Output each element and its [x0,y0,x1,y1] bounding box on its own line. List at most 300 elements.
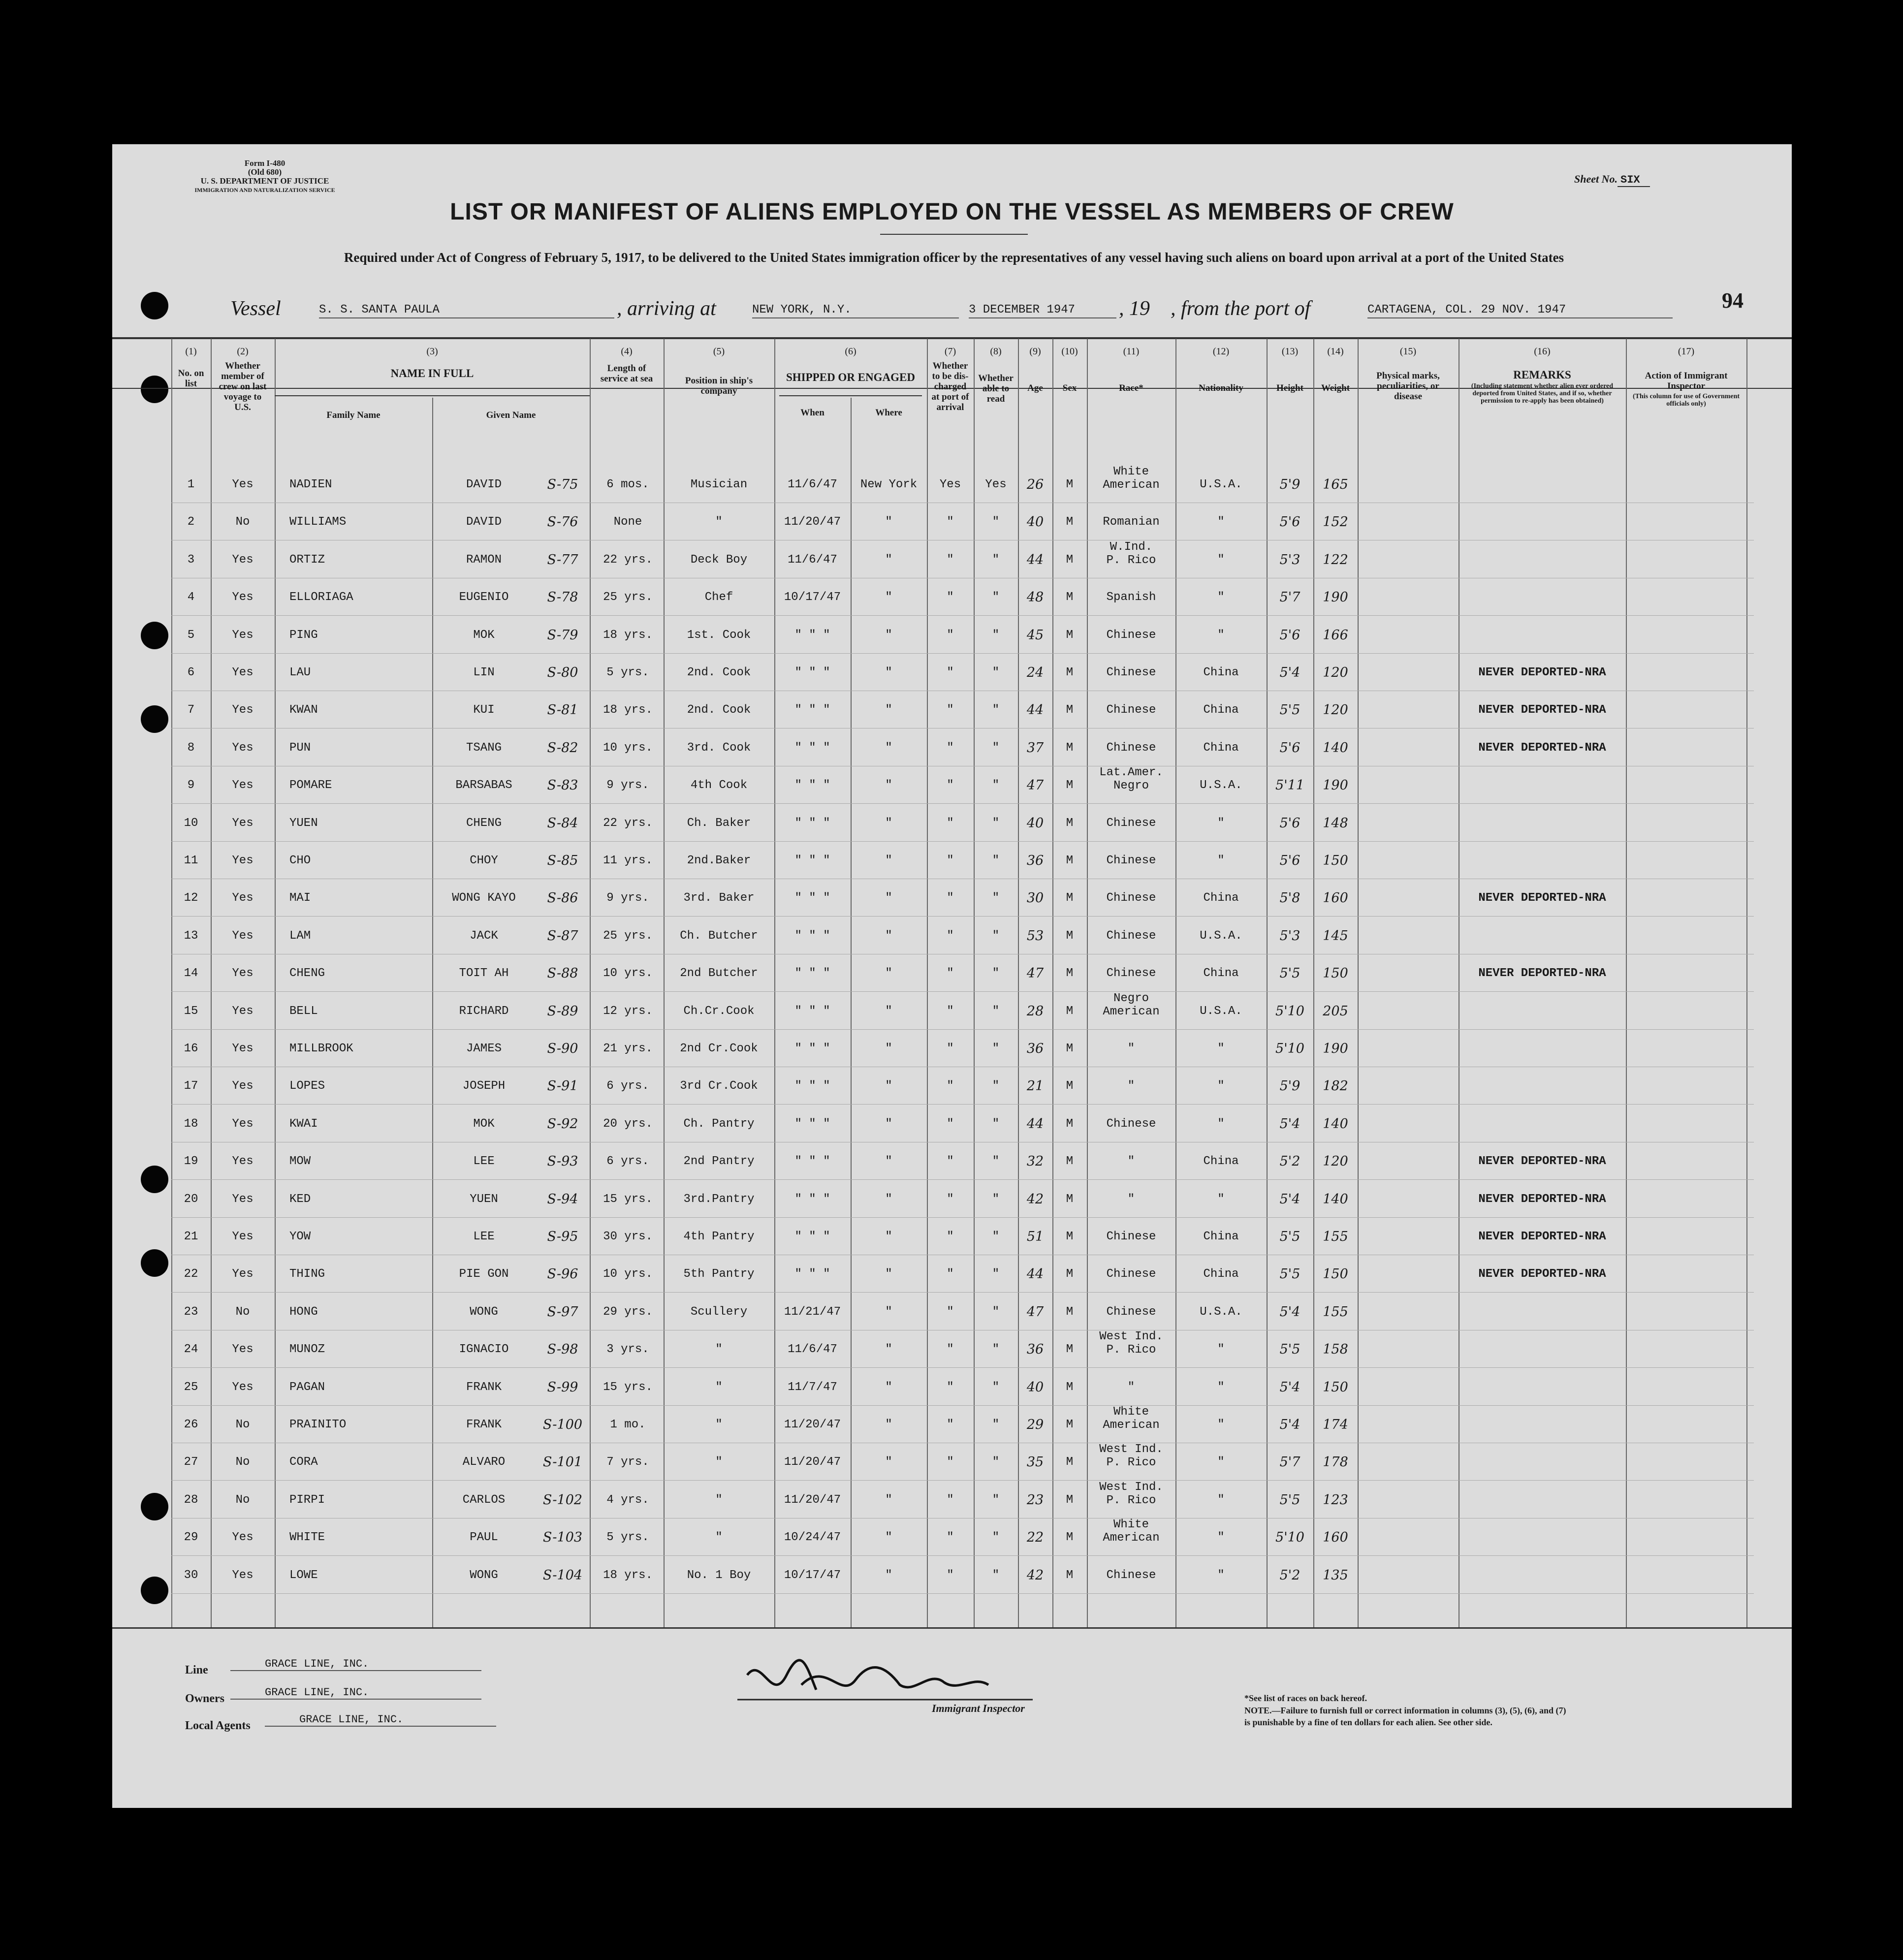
cell-given-name: TOIT AH [459,967,509,980]
row-rule [171,615,1754,616]
cell-sex: M [1066,779,1074,792]
year-label: , 19 [1119,297,1150,320]
cell-shipped-when: 10/24/47 [784,1531,841,1545]
cell-last-voyage: Yes [232,967,254,980]
cell-nationality: " [1217,1117,1225,1131]
header-no-on-list: No. on list [178,368,204,389]
cell-given-name: JACK [470,929,498,943]
cell-weight: 145 [1323,928,1348,944]
cell-length-of-service: 11 yrs. [603,854,653,867]
cell-race: Chinese [1106,1117,1156,1131]
cell-shipped-when: " " " [794,1267,830,1281]
cell-position: " [715,1455,723,1469]
cell-shipped-where: " [885,1568,892,1582]
cell-race: White American [1103,1405,1160,1432]
cell-last-voyage: Yes [232,1230,254,1243]
cell-family-name: PRAINITO [289,1418,347,1431]
cell-age: 44 [1026,552,1044,568]
column-divider [1087,339,1088,1627]
cell-race: Negro American [1103,991,1160,1018]
cell-position: 5th Pantry [683,1267,755,1281]
cell-discharged: " [947,1267,954,1281]
column-divider [275,339,276,1627]
col-num-5: (5) [713,346,725,357]
col-num-2: (2) [237,346,249,357]
cell-crew-ref: S-77 [547,552,578,568]
arriving-label: , arriving at [617,297,716,320]
cell-last-voyage: Yes [232,891,254,905]
header-shipped-engaged: SHIPPED OR ENGAGED [786,371,915,383]
cell-able-to-read: " [992,1493,1000,1507]
cell-sex: M [1066,1531,1074,1545]
cell-shipped-where: " [885,1343,892,1357]
cell-crew-ref: S-99 [547,1379,578,1395]
cell-length-of-service: 22 yrs. [603,553,653,567]
col-num-14: (14) [1327,346,1344,357]
cell-row-number: 30 [184,1568,198,1582]
cell-age: 22 [1026,1530,1044,1546]
cell-height: 5'4 [1279,1417,1300,1432]
cell-family-name: ELLORIAGA [289,591,353,604]
col-num-6: (6) [845,346,856,357]
cell-position: Chef [704,591,733,604]
cell-race: " [1127,1042,1135,1055]
cell-able-to-read: " [992,1079,1000,1093]
cell-shipped-when: " " " [794,816,830,830]
column-divider [1313,339,1314,1627]
race-note: *See list of races on back hereof. [1244,1693,1367,1703]
cell-nationality: " [1217,1343,1225,1357]
cell-sex: M [1066,1380,1074,1394]
cell-weight: 158 [1323,1342,1348,1358]
cell-discharged: " [947,1455,954,1469]
cell-shipped-where: " [885,1418,892,1431]
cell-height: 5'6 [1279,815,1300,831]
cell-age: 23 [1026,1492,1044,1508]
row-rule [171,1367,1754,1368]
cell-last-voyage: Yes [232,628,254,642]
cell-shipped-when: " " " [794,929,830,943]
cell-last-voyage: Yes [232,591,254,604]
cell-position: 3rd Cr.Cook [680,1079,758,1093]
cell-length-of-service: 30 yrs. [603,1230,653,1243]
cell-height: 5'10 [1275,1041,1304,1056]
header-race: Race* [1119,383,1143,393]
header-action-note: (This column for use of Government officials only) [1632,393,1740,408]
cell-length-of-service: 21 yrs. [603,1042,653,1055]
cell-length-of-service: 10 yrs. [603,967,653,980]
cell-weight: 140 [1323,740,1348,756]
cell-age: 42 [1026,1191,1044,1207]
cell-row-number: 21 [184,1230,198,1243]
cell-age: 40 [1026,1379,1044,1395]
punch-hole [141,376,168,403]
cell-shipped-where: " [885,1155,892,1169]
cell-height: 5'5 [1279,966,1300,981]
cell-length-of-service: 10 yrs. [603,1267,653,1281]
cell-crew-ref: S-75 [547,477,578,492]
vessel-label: Vessel [230,297,281,320]
row-rule [171,1292,1754,1293]
cell-crew-ref: S-89 [547,1003,578,1019]
cell-crew-ref: S-88 [547,966,578,981]
sheet-value: SIX [1618,174,1650,187]
cell-last-voyage: No [235,1418,250,1431]
cell-length-of-service: 15 yrs. [603,1380,653,1394]
cell-shipped-when: " " " [794,1117,830,1131]
cell-weight: 155 [1323,1229,1348,1244]
row-rule [171,1104,1754,1105]
cell-nationality: U.S.A. [1200,779,1242,792]
cell-race: White American [1103,1518,1160,1545]
cell-position: 3rd. Cook [687,741,751,755]
cell-row-number: 23 [184,1305,198,1319]
cell-race: " [1127,1192,1135,1206]
column-divider [1175,339,1176,1627]
cell-length-of-service: 4 yrs. [606,1493,649,1507]
col-num-1: (1) [185,346,197,357]
column-divider [774,339,775,1627]
cell-row-number: 1 [187,478,195,491]
cell-position: " [715,1531,723,1545]
cell-nationality: U.S.A. [1200,1305,1242,1319]
column-divider [1358,339,1359,1627]
cell-weight: 150 [1323,1266,1348,1282]
cell-crew-ref: S-101 [542,1454,583,1470]
cell-position: 2nd Butcher [680,967,758,980]
arrival-port: NEW YORK, N.Y. [752,303,959,318]
departure-port: CARTAGENA, COL. 29 NOV. 1947 [1367,303,1673,318]
cell-position: " [715,1493,723,1507]
cell-height: 5'6 [1279,740,1300,756]
cell-crew-ref: S-85 [547,853,578,868]
cell-age: 24 [1026,665,1044,680]
cell-remarks: NEVER DEPORTED-NRA [1478,741,1606,755]
cell-weight: 166 [1323,627,1348,643]
cell-crew-ref: S-81 [547,702,578,718]
cell-nationality: " [1217,1493,1225,1507]
row-rule [171,991,1754,992]
cell-given-name: DAVID [466,515,502,529]
cell-discharged: " [947,1568,954,1582]
cell-discharged: " [947,967,954,980]
cell-family-name: LOWE [289,1568,318,1582]
cell-shipped-when: 11/20/47 [784,1455,841,1469]
cell-position: Scullery [690,1305,748,1319]
cell-race: Chinese [1106,703,1156,717]
cell-age: 30 [1026,890,1044,906]
cell-last-voyage: Yes [232,553,254,567]
cell-row-number: 17 [184,1079,198,1093]
cell-shipped-where: " [885,1192,892,1206]
cell-race: Chinese [1106,929,1156,943]
column-divider [974,339,975,1627]
cell-shipped-when: 11/6/47 [788,553,837,567]
cell-given-name: WONG [470,1568,498,1582]
cell-given-name: DAVID [466,478,502,491]
cell-race: Spanish [1106,591,1156,604]
cell-shipped-where: " [885,891,892,905]
cell-age: 53 [1026,928,1044,944]
cell-given-name: WONG KAYO [452,891,516,905]
cell-nationality: " [1217,1531,1225,1545]
col-num-10: (10) [1061,346,1078,357]
cell-last-voyage: Yes [232,1042,254,1055]
cell-crew-ref: S-104 [542,1567,583,1583]
cell-weight: 140 [1323,1116,1348,1132]
sheet-number [1574,173,1650,186]
cell-weight: 160 [1323,890,1348,906]
inspector-label: Immigrant Inspector [932,1702,1025,1714]
cell-able-to-read: " [992,1042,1000,1055]
cell-crew-ref: S-96 [547,1266,578,1282]
cell-race: Chinese [1106,1230,1156,1243]
header-family-name: Family Name [326,410,381,420]
cell-last-voyage: Yes [232,1568,254,1582]
header-age: Age [1027,383,1043,393]
cell-nationality: " [1217,1418,1225,1431]
cell-discharged: " [947,1380,954,1394]
cell-shipped-when: " " " [794,779,830,792]
cell-discharged: " [947,703,954,717]
cell-weight: 155 [1323,1304,1348,1320]
cell-given-name: ALVARO [462,1455,506,1469]
cell-weight: 148 [1323,815,1348,831]
cell-sex: M [1066,478,1074,491]
service-name: IMMIGRATION AND NATURALIZATION SERVICE [194,187,335,193]
cell-family-name: MOW [289,1155,311,1169]
cell-race: Chinese [1106,854,1156,867]
cell-shipped-when: " " " [794,1192,830,1206]
cell-shipped-where: " [885,967,892,980]
cell-family-name: CHENG [289,967,325,980]
column-divider [590,339,591,1627]
row-rule [171,803,1754,804]
cell-sex: M [1066,1305,1074,1319]
cell-given-name: FRANK [466,1380,502,1394]
cell-height: 5'5 [1279,1342,1300,1358]
header-given-name: Given Name [486,410,536,420]
cell-position: 3rd. Baker [683,891,755,905]
cell-age: 44 [1026,702,1044,718]
cell-shipped-when: " " " [794,1004,830,1018]
cell-shipped-where: " [885,591,892,604]
cell-height: 5'4 [1279,1191,1300,1207]
cell-length-of-service: 6 mos. [606,478,649,491]
cell-able-to-read: " [992,1155,1000,1169]
cell-sex: M [1066,1230,1074,1243]
cell-crew-ref: S-92 [547,1116,578,1132]
local-agents-value: GRACE LINE, INC. [265,1713,496,1727]
header-remarks: REMARKS [1513,369,1571,381]
cell-last-voyage: Yes [232,1117,254,1131]
cell-shipped-where: " [885,1305,892,1319]
cell-weight: 150 [1323,853,1348,868]
cell-family-name: KWAI [289,1117,318,1131]
cell-able-to-read: " [992,1568,1000,1582]
cell-family-name: LAU [289,666,311,679]
cell-height: 5'5 [1279,1229,1300,1244]
cell-discharged: " [947,1192,954,1206]
cell-remarks: NEVER DEPORTED-NRA [1478,891,1606,905]
cell-able-to-read: " [992,1192,1000,1206]
cell-able-to-read: " [992,816,1000,830]
cell-shipped-when: 10/17/47 [784,591,841,604]
cell-row-number: 13 [184,929,198,943]
cell-crew-ref: S-78 [547,590,578,605]
cell-race: Chinese [1106,1568,1156,1582]
cell-sex: M [1066,1267,1074,1281]
cell-last-voyage: Yes [232,854,254,867]
cell-given-name: RAMON [466,553,502,567]
cell-row-number: 8 [187,741,195,755]
cell-weight: 120 [1323,665,1348,680]
cell-age: 37 [1026,740,1044,756]
cell-given-name: JOSEPH [462,1079,506,1093]
cell-last-voyage: Yes [232,1192,254,1206]
cell-age: 51 [1026,1229,1044,1244]
cell-nationality: " [1217,1079,1225,1093]
cell-length-of-service: 22 yrs. [603,816,653,830]
cell-discharged: " [947,628,954,642]
column-divider [1267,339,1268,1627]
cell-nationality: " [1217,1568,1225,1582]
cell-last-voyage: Yes [232,1267,254,1281]
cell-able-to-read: " [992,1418,1000,1431]
cell-position: 4th Cook [690,779,748,792]
row-rule [171,841,1754,842]
cell-given-name: PIE GON [459,1267,509,1281]
cell-shipped-when: 11/21/47 [784,1305,841,1319]
cell-length-of-service: 20 yrs. [603,1117,653,1131]
cell-shipped-where: " [885,1004,892,1018]
cell-height: 5'8 [1279,890,1300,906]
cell-last-voyage: No [235,1305,250,1319]
cell-weight: 190 [1323,590,1348,605]
header-length-service: Length of service at sea [600,363,653,384]
cell-age: 36 [1026,1342,1044,1358]
cell-family-name: NADIEN [289,478,332,491]
cell-able-to-read: " [992,666,1000,679]
cell-weight: 122 [1323,552,1348,568]
cell-height: 5'2 [1279,1567,1300,1583]
cell-given-name: BARSABAS [455,779,512,792]
cell-row-number: 29 [184,1531,198,1545]
cell-family-name: LOPES [289,1079,325,1093]
cell-height: 5'4 [1279,1116,1300,1132]
cell-length-of-service: 15 yrs. [603,1192,653,1206]
cell-last-voyage: Yes [232,741,254,755]
cell-sex: M [1066,553,1074,567]
cell-age: 36 [1026,1041,1044,1056]
cell-family-name: POMARE [289,779,332,792]
cell-able-to-read: " [992,591,1000,604]
cell-sex: M [1066,1455,1074,1469]
cell-shipped-where: " [885,1117,892,1131]
cell-able-to-read: " [992,553,1000,567]
cell-nationality: " [1217,1042,1225,1055]
col-num-16: (16) [1534,346,1551,357]
cell-shipped-where: " [885,628,892,642]
cell-crew-ref: S-91 [547,1078,578,1094]
sheet-label: Sheet No. [1574,173,1618,185]
cell-family-name: KED [289,1192,311,1206]
cell-discharged: " [947,1305,954,1319]
cell-race: White American [1103,465,1160,492]
cell-sex: M [1066,628,1074,642]
cell-height: 5'5 [1279,1266,1300,1282]
cell-shipped-when: 10/17/47 [784,1568,841,1582]
cell-race: Chinese [1106,628,1156,642]
cell-nationality: China [1203,1155,1239,1169]
manifest-page [112,144,1792,1808]
cell-sex: M [1066,591,1074,604]
cell-nationality: China [1203,703,1239,717]
cell-last-voyage: Yes [232,1155,254,1169]
cell-crew-ref: S-100 [542,1417,583,1432]
cell-discharged: " [947,929,954,943]
cell-nationality: China [1203,891,1239,905]
cell-nationality: " [1217,591,1225,604]
cell-row-number: 6 [187,666,195,679]
cell-age: 28 [1026,1003,1044,1019]
cell-position: Deck Boy [690,553,748,567]
cell-given-name: TSANG [466,741,502,755]
cell-length-of-service: 18 yrs. [603,628,653,642]
cell-last-voyage: Yes [232,779,254,792]
cell-nationality: " [1217,854,1225,867]
punch-hole [141,292,168,319]
cell-shipped-where: " [885,1267,892,1281]
cell-family-name: YOW [289,1230,311,1243]
cell-position: 2nd. Cook [687,666,751,679]
cell-row-number: 7 [187,703,195,717]
column-divider [927,339,928,1627]
cell-shipped-where: " [885,1531,892,1545]
cell-discharged: " [947,854,954,867]
cell-height: 5'3 [1279,928,1300,944]
col-num-3: (3) [426,346,438,357]
cell-discharged: " [947,1117,954,1131]
cell-given-name: LIN [473,666,495,679]
owners-label: Owners [185,1692,224,1705]
cell-age: 36 [1026,853,1044,868]
col-num-4: (4) [621,346,633,357]
cell-able-to-read: " [992,929,1000,943]
cell-length-of-service: 9 yrs. [606,891,649,905]
cell-discharged: " [947,666,954,679]
cell-last-voyage: No [235,515,250,529]
cell-position: 2nd Pantry [683,1155,755,1169]
row-rule [171,1217,1754,1218]
cell-sex: M [1066,1155,1074,1169]
cell-race: Chinese [1106,1267,1156,1281]
cell-sex: M [1066,1418,1074,1431]
row-rule [171,1593,1754,1594]
cell-sex: M [1066,854,1074,867]
cell-shipped-where: " [885,553,892,567]
cell-shipped-when: " " " [794,1155,830,1169]
cell-length-of-service: 18 yrs. [603,703,653,717]
title-underline [880,234,1028,235]
cell-remarks: NEVER DEPORTED-NRA [1478,1230,1606,1243]
cell-remarks: NEVER DEPORTED-NRA [1478,703,1606,717]
header-weight: Weight [1321,383,1350,393]
row-rule [171,1405,1754,1406]
cell-age: 40 [1026,815,1044,831]
cell-age: 29 [1026,1417,1044,1432]
cell-position: Ch. Baker [687,816,751,830]
